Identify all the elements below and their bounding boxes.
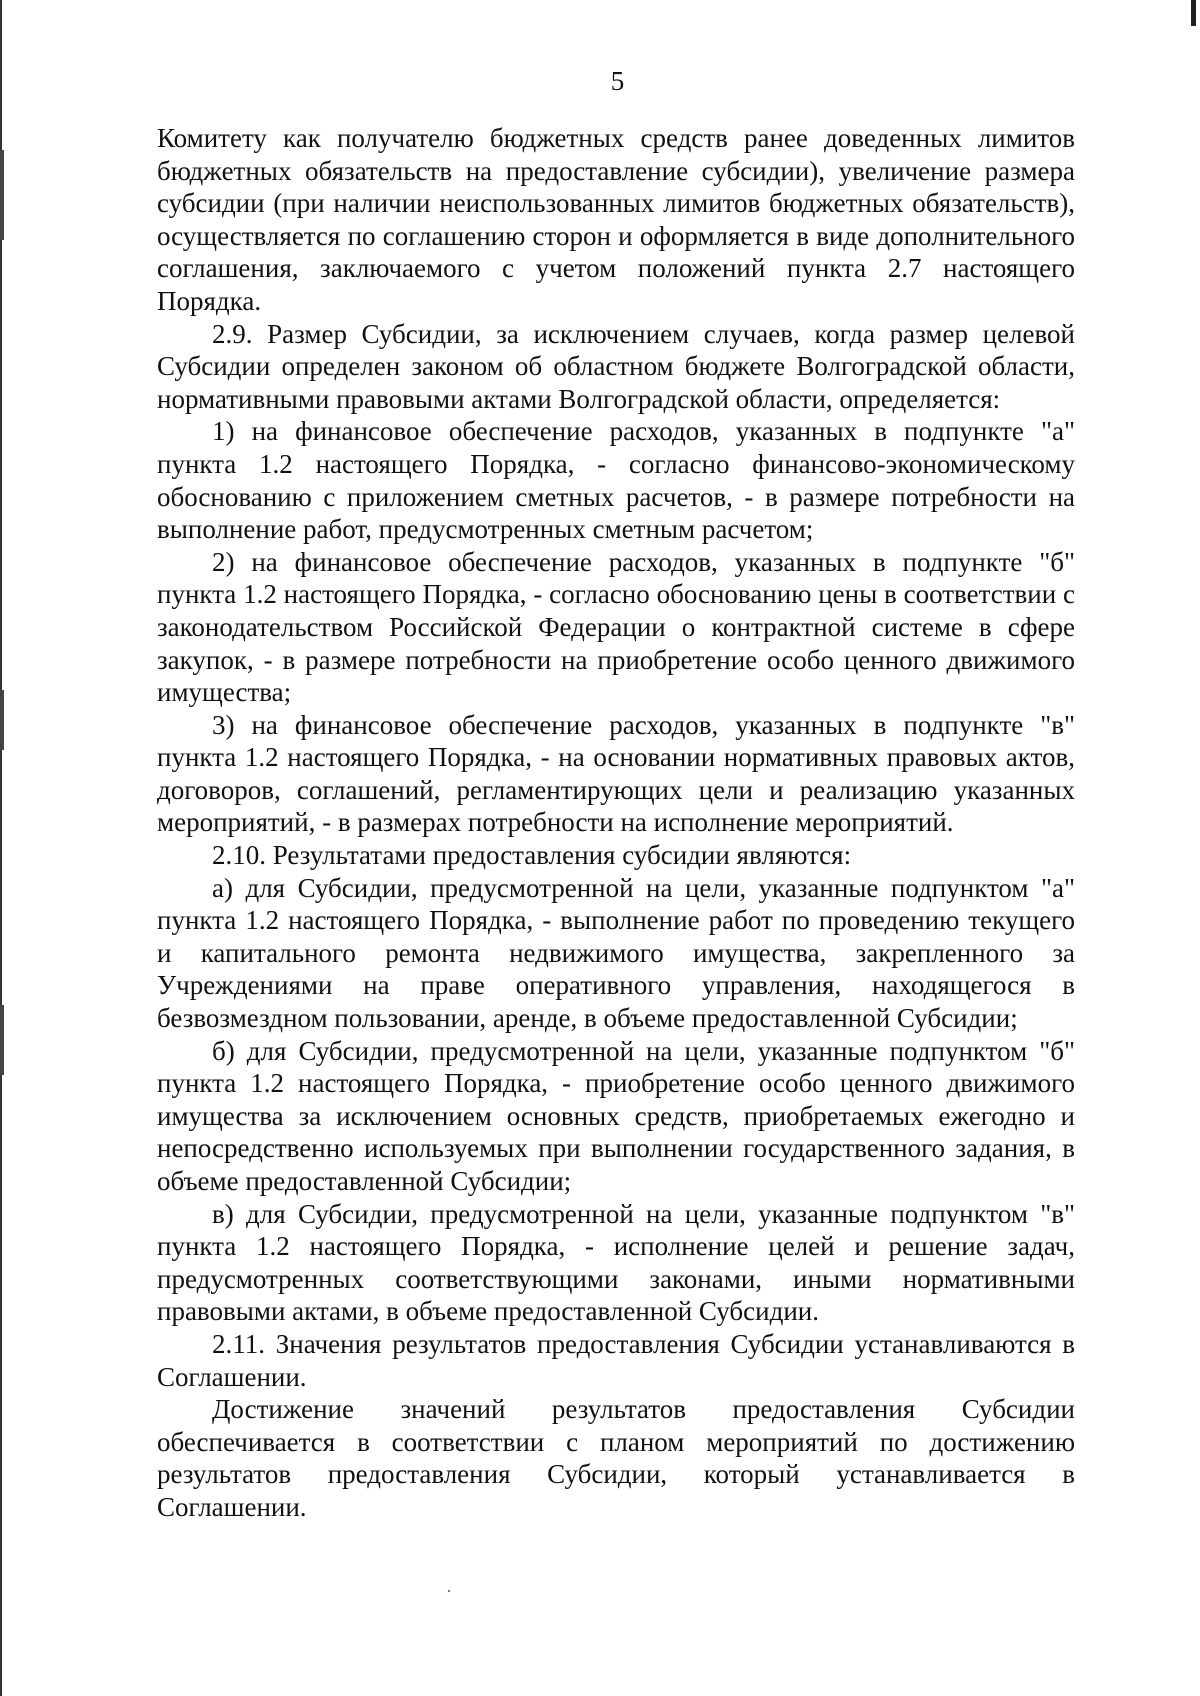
paragraph-continuation: Комитету как получателю бюджетных средств ранее доведенных лимитов бюджетных обязательств на предоставление субсидии), увеличение размера субсидии (при наличии неиспользованных лимитов бюджетных обязательств), осуществляется по соглашению сторон и оформляется в виде дополнительного соглашения, заключаемого с учетом положений пункта 2.7 настоящего Порядка.: [157, 123, 1075, 316]
scan-artifact: [0, 1005, 4, 1075]
paragraph-2-9-item-2: 2) на финансовое обеспечение расходов, указанных в подпункте "б" пункта 1.2 настоящего Порядка, - согласно обоснованию цены в соответствии с законодательством Российской Федерации о контрактной системе в сфере закупок, - в размере потребности на приобретение особо ценного движимого имущества;: [157, 546, 1075, 708]
paragraph-achievement: Достижение значений результатов предоставления Субсидии обеспечивается в соответствии с планом мероприятий по достижению результатов предоставления Субсидии, который устанавливается в Соглашении.: [157, 1394, 1075, 1522]
scan-artifact: [0, 690, 4, 750]
scan-corner-mark: [1191, 0, 1196, 26]
scan-speck: [448, 1590, 450, 1592]
paragraph-2-10: 2.10. Результатами предоставления субсидии являются:: [212, 840, 852, 871]
paragraph-2-11: 2.11. Значения результатов предоставления Субсидии устанавливаются в Соглашении.: [157, 1328, 1075, 1392]
scan-left-edge: [0, 0, 2, 1696]
document-body: [157, 122, 1075, 1524]
paragraph-2-9-item-3: 3) на финансовое обеспечение расходов, указанных в подпункте "в" пункта 1.2 настоящего Порядка, - на основании нормативных правовых актов, договоров, соглашений, регламентирующих цели и реализацию указанных мероприятий, - в размерах потребности на исполнение мероприятий.: [157, 709, 1075, 838]
paragraph-2-10-item-b: б) для Субсидии, предусмотренной на цели, указанные подпунктом "б" пункта 1.2 настоящего Порядка, - приобретение особо ценного движимого имущества за исключением основных средств, приобретаемых ежегодно и непосредственно используемых при выполнении государственного задания, в объеме предоставленной Субсидии;: [157, 1035, 1075, 1196]
paragraph-2-10-item-v: в) для Субсидии, предусмотренной на цели, указанные подпунктом "в" пункта 1.2 настоящего Порядка, - исполнение целей и решение задач, предусмотренных соответствующими законами, иными нормативными правовыми актами, в объеме предоставленной Субсидии.: [157, 1198, 1075, 1327]
paragraph-2-9-item-1: 1) на финансовое обеспечение расходов, указанных в подпункте "а" пункта 1.2 настоящего Порядка, - согласно финансово-экономическому обоснованию с приложением сметных расчетов, - в размере потребности на выполнение работ, предусмотренных сметным расчетом;: [157, 416, 1075, 545]
paragraph-2-9: 2.9. Размер Субсидии, за исключением случаев, когда размер целевой Субсидии определен законом об областном бюджете Волгоградской области, нормативными правовыми актами Волгоградской области, определяется:: [157, 318, 1075, 414]
scan-artifact: [0, 150, 4, 240]
page-number: 5: [610, 66, 625, 96]
paragraph-2-10-item-a: а) для Субсидии, предусмотренной на цели, указанные подпунктом "а" пункта 1.2 настоящего Порядка, - выполнение работ по проведению текущего и капитального ремонта недвижимого имущества, закрепленного за Учреждениями на праве оперативного управления, находящегося в безвозмездном пользовании, аренде, в объеме предоставленной Субсидии;: [157, 872, 1075, 1034]
